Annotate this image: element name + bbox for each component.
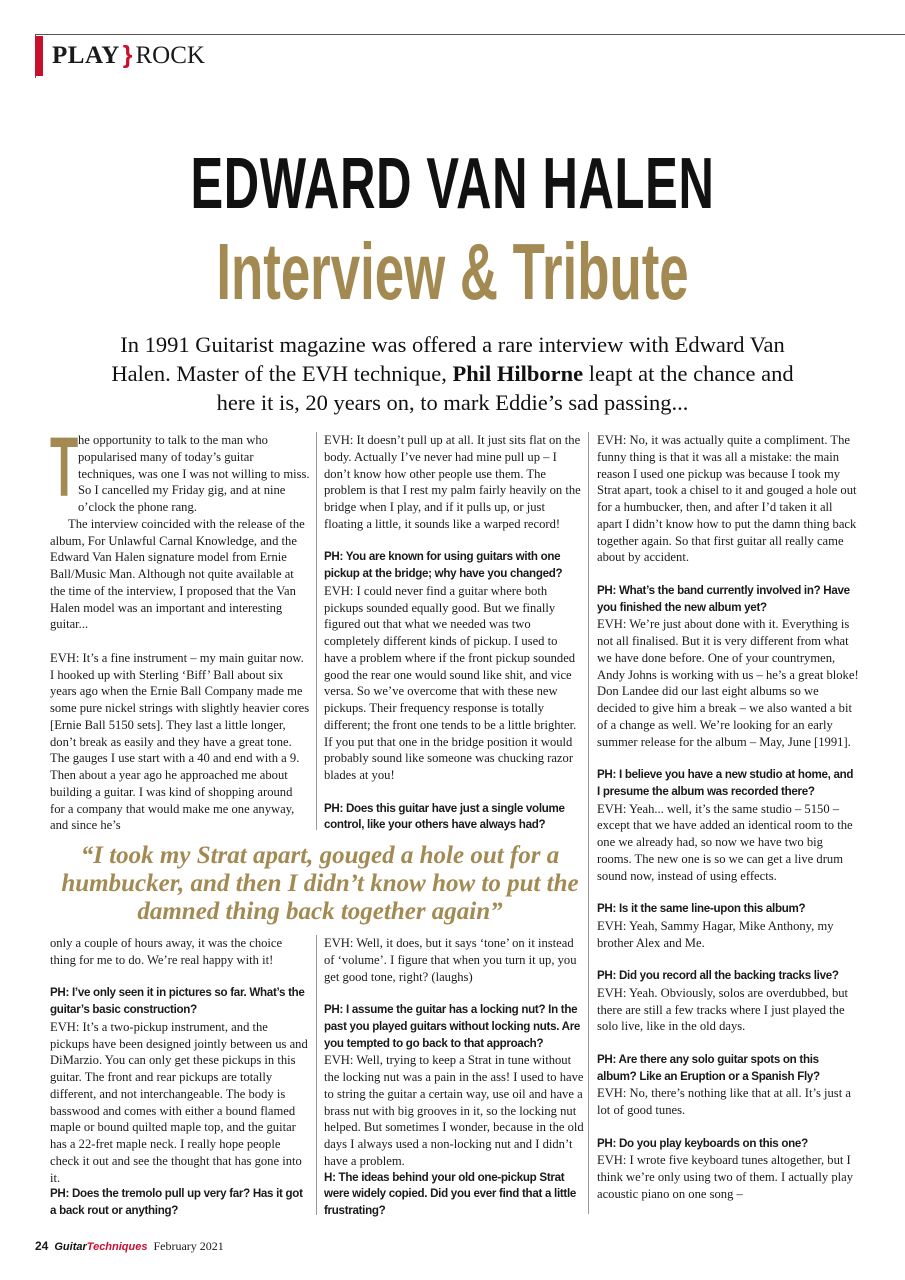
- question: PH: I’ve only seen it in pictures so far. What’s the guitar’s basic construction?: [50, 986, 305, 1016]
- body-paragraph: The interview coincided with the release of the album, For Unlawful Carnal Knowledge, and the Edward Van Halen signature model from Ernie Ball/Music Man. Although not quite available at the time of the interview, I proposed that the Van Halen model was an important and interesting guitar...: [50, 516, 305, 632]
- answer-paragraph: EVH: Well, it does, but it says ‘tone’ on it instead of ‘volume’. I figure that when you turn it up, you get good tone, right? (laughs): [324, 936, 577, 984]
- section-brace: }: [122, 41, 133, 69]
- question: PH: Does this guitar have just a single volume control, like your others have always had?: [324, 801, 565, 832]
- question: PH: Did you record all the backing tracks live?: [597, 969, 839, 982]
- headline-subtitle: Interview & Tribute: [216, 227, 689, 316]
- headline-name: EDWARD VAN HALEN: [190, 144, 715, 224]
- answer-paragraph: only a couple of hours away, it was the choice thing for me to do. We’re real happy with it!: [50, 936, 283, 967]
- answer-paragraph: EVH: We’re just about done with it. Everything is not all finalised. But it is very different from what we have done before. One of your countrymen, Andy Johns is working with us – he’s a great bloke! Don Landee did our last eight albums so we decided to give him a break – we also wanted a bit of a change as well. We’re looking for an early summer release for the album – May, June [1991].: [597, 617, 859, 749]
- page-number: 24: [35, 1239, 49, 1253]
- question: PH: What’s the band currently involved in? Have you finished the new album yet?: [597, 583, 850, 614]
- column-rule: [316, 935, 317, 1215]
- header-rule: [35, 34, 905, 35]
- answer-paragraph: EVH: It’s a fine instrument – my main guitar now. I hooked up with Sterling ‘Biff’ Ball about six years ago when the Ernie Ball Company made me some pure nickel strings with slightly heavier cores [Ernie Ball 5150 sets]. They last a little longer, don’t break as easily and they have a great tone. The gauges I use start with a 40 and end with a 9. Then about a year ago he approached me about building a guitar. I was kind of shopping around for a company that would make me one anyway, and since he’s: [50, 650, 310, 833]
- intro-text: he opportunity to talk to the man who popularised many of today’s guitar techniques, was one I was not willing to miss. So I cancelled my Friday gig, and at nine o’clock the phone rang.: [78, 433, 310, 514]
- column-2-bottom: [324, 935, 584, 1220]
- standfirst-author: Phil Hilborne: [452, 361, 584, 386]
- question: PH: Do you play keyboards on this one?: [597, 1136, 808, 1150]
- intro-paragraph: [50, 420, 310, 516]
- question: PH: You are known for using guitars with one pickup at the bridge; why have you changed?: [324, 550, 563, 580]
- answer-paragraph: EVH: It’s a two-pickup instrument, and the pickups have been designed jointly between us and DiMarzio. You can only get these pickups in this guitar. The front and rear pickups are totally different, and not interchangeable. The body is basswood and comes with either a bound flamed maple or bound quilted maple top, and the guitar has a 22-fret maple neck. I really hope people check it out and see the thought that has gone into it.: [50, 1019, 308, 1185]
- answer-paragraph: EVH: I wrote five keyboard tunes altogether, but I think we’re only using two of them. I actually play acoustic piano on one song –: [597, 1153, 854, 1201]
- section-play: PLAY: [52, 42, 120, 69]
- question: H: The ideas behind your old one-pickup Strat were widely copied. Did you ever find that a little frustrating?: [324, 1170, 577, 1217]
- magazine-name-part1: Guitar: [54, 1241, 87, 1253]
- standfirst: [100, 330, 805, 417]
- section-rock: ROCK: [135, 42, 205, 69]
- column-1-bottom: [50, 935, 310, 1220]
- column-rule: [316, 432, 317, 830]
- question: PH: Are there any solo guitar spots on this album? Like an Eruption or a Spanish Fly?: [597, 1052, 820, 1083]
- column-1-top: [50, 420, 310, 834]
- column-2-top: [324, 432, 584, 834]
- answer-paragraph: EVH: No, it was actually quite a compliment. The funny thing is that it was all a mistake: the main reason I used one pickup was because I took my Strat apart, took a chisel to it and gouged a hole out for a humbucker, then, and after I’d taken it all apart I didn’t know how to put the damn thing back together again. So that first guitar all really came about by accident.: [597, 433, 857, 565]
- column-3: [597, 432, 859, 1203]
- question: PH: Does the tremolo pull up very far? Has it got a back rout or anything?: [50, 1187, 303, 1217]
- standfirst-text: In 1991 Guitarist magazine was offered a rare interview with Edward Van Halen. Master of the EVH technique,: [111, 332, 785, 386]
- answer-paragraph: EVH: It doesn’t pull up at all. It just sits flat on the body. Actually I’ve never had mine pull up – I don’t know how other people use them. The problem is that I rest my palm fairly heavily on the bridge when I play, and if it pulls up, or just floating a little, it sounds like a warped record!: [324, 433, 581, 531]
- question: PH: I believe you have a new studio at home, and I presume the album was recorded there?: [597, 768, 854, 798]
- page-footer: [35, 1239, 224, 1254]
- question: PH: I assume the guitar has a locking nut? In the past you played guitars without locking nuts. Are you tempted to go back to that approach?: [324, 1003, 581, 1050]
- issue-date: February 2021: [153, 1239, 224, 1253]
- question: PH: Is it the same line-upon this album?: [597, 902, 806, 915]
- answer-paragraph: EVH: Yeah. Obviously, solos are overdubbed, but there are still a few tracks where I just played the solo live, like in the old days.: [597, 985, 849, 1034]
- magazine-name-part2: Techniques: [86, 1241, 148, 1253]
- column-rule: [588, 432, 589, 1214]
- answer-paragraph: EVH: No, there’s nothing like that at all. It’s just a lot of good tunes.: [597, 1086, 851, 1117]
- answer-paragraph: EVH: Well, trying to keep a Strat in tune without the locking nut was a pain in the ass! I used to have to string the guitar a certain way, use oil and have a brass nut with big grooves in it, so the locking nut helped. But sometimes I wonder, because in the old days I always used a non-locking nut and I didn’t have a problem.: [324, 1053, 584, 1168]
- standfirst-text-end: leapt at the chance and here it is, 20 years on, to mark Eddie’s sad passing...: [216, 361, 794, 415]
- answer-paragraph: EVH: I could never find a guitar where both pickups sounded equally good. But we finally figured out that what we needed was two completely different kinds of pickup. I used to have a problem where if the front pickup sounded good the rear one would sound like shit, and vice versa. So we’ve overcome that with these new pickups. Their frequency response is totally different; the front one tends to be a little brighter. If you put that one in the bridge position it would probably sound like someone was chucking razor blades at you!: [324, 583, 577, 782]
- answer-paragraph: EVH: Yeah, Sammy Hagar, Mike Anthony, my brother Alex and Me.: [597, 918, 834, 950]
- section-label: [52, 40, 205, 71]
- pull-quote: “I took my Strat apart, gouged a hole out for a humbucker, and then I didn’t know how to put the damned thing back together again”: [61, 842, 579, 925]
- section-marker: [35, 36, 43, 76]
- drop-cap: T: [50, 420, 79, 514]
- answer-paragraph: EVH: Yeah... well, it’s the same studio – 5150 – except that we have added an identical room to the one we already had, so now we have two big rooms. The new one is so we can get a live drum sound now, instead of using effects.: [597, 801, 853, 883]
